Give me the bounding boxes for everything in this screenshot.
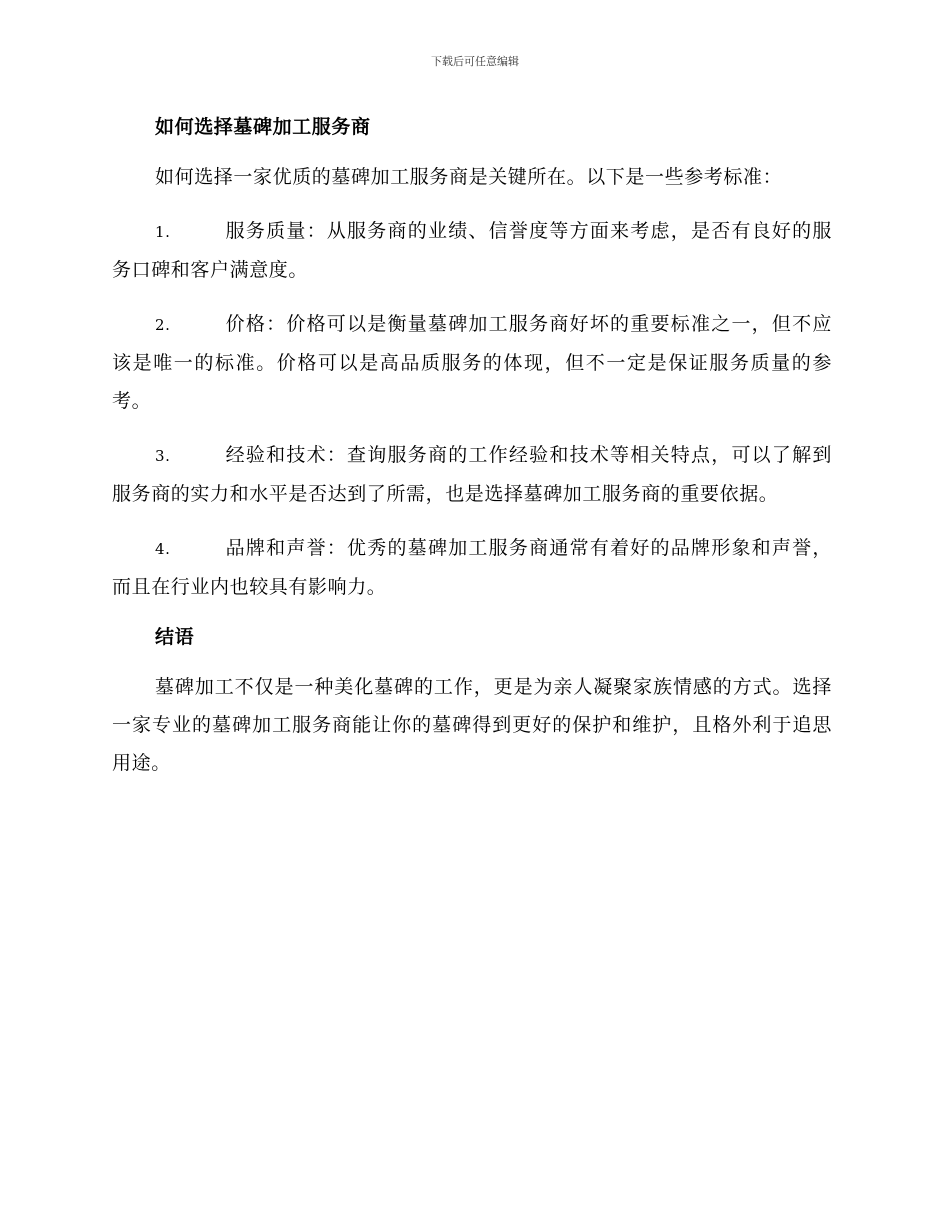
list-item <box>112 305 832 420</box>
list-number: 3. <box>155 447 171 465</box>
list-item <box>112 529 832 606</box>
list-text: 品牌和声誉：优秀的墓碑加工服务商通常有着好的品牌形象和声誉，而且在行业内也较具有影响力。 <box>112 537 832 598</box>
list-item <box>112 212 832 289</box>
conclusion-title: 结语 <box>155 626 195 648</box>
list-text: 经验和技术：查询服务商的工作经验和技术等相关特点，可以了解到服务商的实力和水平是否达到了所需，也是选择墓碑加工服务商的重要依据。 <box>112 444 832 505</box>
conclusion-paragraph: 墓碑加工不仅是一种美化墓碑的工作，更是为亲人凝聚家族情感的方式。选择一家专业的墓碑加工服务商能让你的墓碑得到更好的保护和维护，且格外利于追思用途。 <box>112 676 832 774</box>
intro-paragraph: 如何选择一家优质的墓碑加工服务商是关键所在。以下是一些参考标准： <box>155 166 783 188</box>
list-number: 4. <box>155 540 171 558</box>
header-note: 下载后可任意编辑 <box>431 55 519 68</box>
list-text: 价格：价格可以是衡量墓碑加工服务商好坏的重要标准之一，但不应该是唯一的标准。价格可以是高品质服务的体现，但不一定是保证服务质量的参考。 <box>112 313 832 412</box>
list-number: 2. <box>155 316 171 334</box>
list-text: 服务质量：从服务商的业绩、信誉度等方面来考虑，是否有良好的服务口碑和客户满意度。 <box>112 220 832 281</box>
list-item <box>112 436 832 513</box>
section-title: 如何选择墓碑加工服务商 <box>155 116 371 138</box>
document-body <box>112 108 832 798</box>
list-number: 1. <box>155 223 171 241</box>
